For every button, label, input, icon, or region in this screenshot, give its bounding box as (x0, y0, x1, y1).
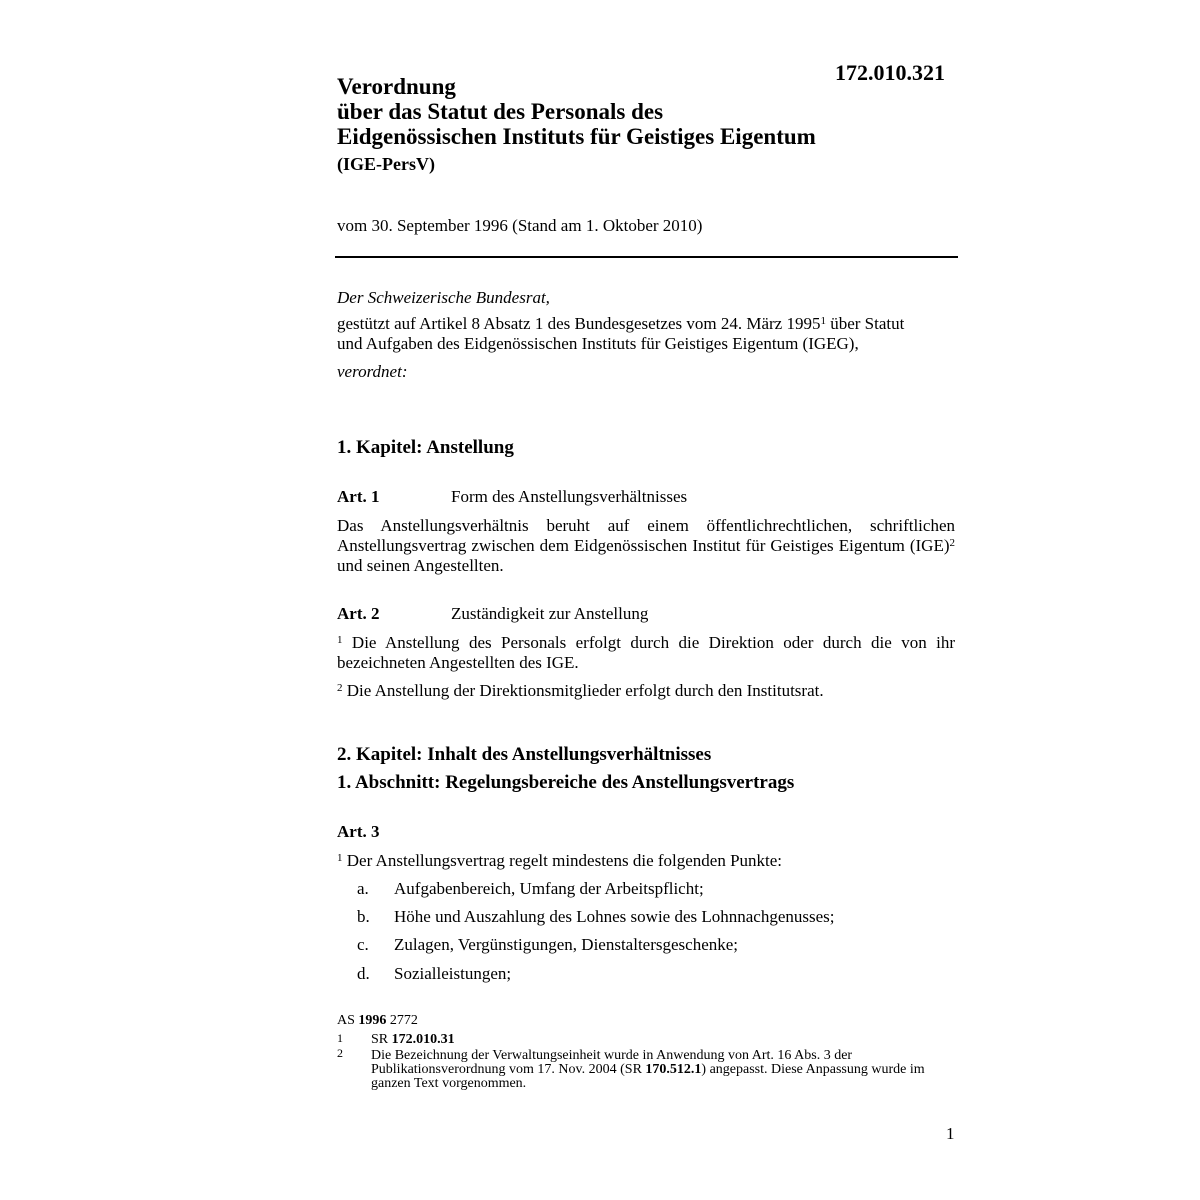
footnote-1: SR 172.010.31 (371, 1032, 455, 1047)
header-divider (335, 256, 958, 258)
footnote-number: 1 (337, 1031, 343, 1045)
chapter-2-title: 2. Kapitel: Inhalt des Anstellungsverhältnisses (337, 744, 712, 765)
article-2-header (337, 604, 648, 624)
article-number: Art. 3 (337, 822, 380, 841)
article-heading: Form des Anstellungsverhältnisses (451, 487, 688, 506)
chapter-1-title: 1. Kapitel: Anstellung (337, 437, 514, 458)
document-date: vom 30. September 1996 (Stand am 1. Oktober 2010) (337, 216, 703, 235)
article-1-header (337, 487, 687, 507)
sr-reference-link[interactable]: 172.010.31 (391, 1032, 455, 1047)
title-line: Verordnung (337, 74, 456, 99)
page-number: 1 (946, 1124, 955, 1143)
paragraph-number: 2 (337, 682, 343, 694)
list-item: b. Höhe und Auszahlung des Lohnes sowie des Lohnnachgenusses; (357, 907, 835, 926)
document-title (337, 74, 816, 149)
sr-reference-link[interactable]: 170.512.1 (645, 1062, 702, 1077)
sr-number: 172.010.321 (835, 60, 945, 85)
article-2-para-1: $^1$ Die Anstellung des Personals erfolgt durch die Direktion oder durch die von ihr bezeichneten Angestellten des IGE. (337, 633, 955, 672)
preamble-authority: Der Schweizerische Bundesrat, (337, 288, 550, 307)
footnote-2: Die Bezeichnung der Verwaltungseinheit wurde in Anwendung von Art. 16 Abs. 3 der Publikationsverordnung vom 17. Nov. 2004 (SR 170.512.1) angepasst. Diese Anpassung wurde im ganzen Text vorgenommen. (371, 1048, 925, 1091)
article-2-para-2: $^2$ Die Anstellung der Direktionsmitglieder erfolgt durch den Institutsrat. (337, 681, 824, 700)
article-1-text: Das Anstellungsverhältnis beruht auf einem öffentlichrechtlichen, schriftlichen Anstellungsvertrag zwischen dem Eidgenössischen Institut für Geistiges Eigentum (IGE)$^2$ und seinen Angestellten. (337, 516, 955, 575)
article-3-header (337, 822, 451, 842)
article-3-para-1: $^1$ Der Anstellungsvertrag regelt mindestens die folgenden Punkte: (337, 851, 783, 870)
article-number: Art. 1 (337, 487, 380, 506)
article-number: Art. 2 (337, 604, 380, 623)
list-item: c. Zulagen, Vergünstigungen, Dienstaltersgeschenke; (357, 935, 739, 954)
preamble-decree: verordnet: (337, 362, 408, 381)
section-1-title: 1. Abschnitt: Regelungsbereiche des Anstellungsvertrags (337, 772, 795, 793)
preamble-basis: gestützt auf Artikel 8 Absatz 1 des Bundesgesetzes vom 24. März 1995$^1$ über Statut und Aufgaben des Eidgenössischen Instituts für Geistiges Eigentum (IGEG), (337, 314, 905, 353)
footnote-ref[interactable]: 2 (949, 537, 955, 549)
title-line: Eidgenössischen Instituts für Geistiges Eigentum (337, 124, 816, 149)
footnote-number: 2 (337, 1046, 343, 1060)
paragraph-number: 1 (337, 634, 343, 646)
official-compilation-ref: AS 1996 2772 (337, 1013, 418, 1028)
title-abbreviation: (IGE-PersV) (337, 154, 435, 174)
paragraph-number: 1 (337, 852, 343, 864)
list-item: a. Aufgabenbereich, Umfang der Arbeitspflicht; (357, 879, 704, 898)
title-line: über das Statut des Personals des (337, 99, 664, 124)
article-heading: Zuständigkeit zur Anstellung (451, 604, 649, 623)
list-item: d. Sozialleistungen; (357, 964, 512, 983)
footnote-ref[interactable]: 1 (820, 315, 826, 327)
